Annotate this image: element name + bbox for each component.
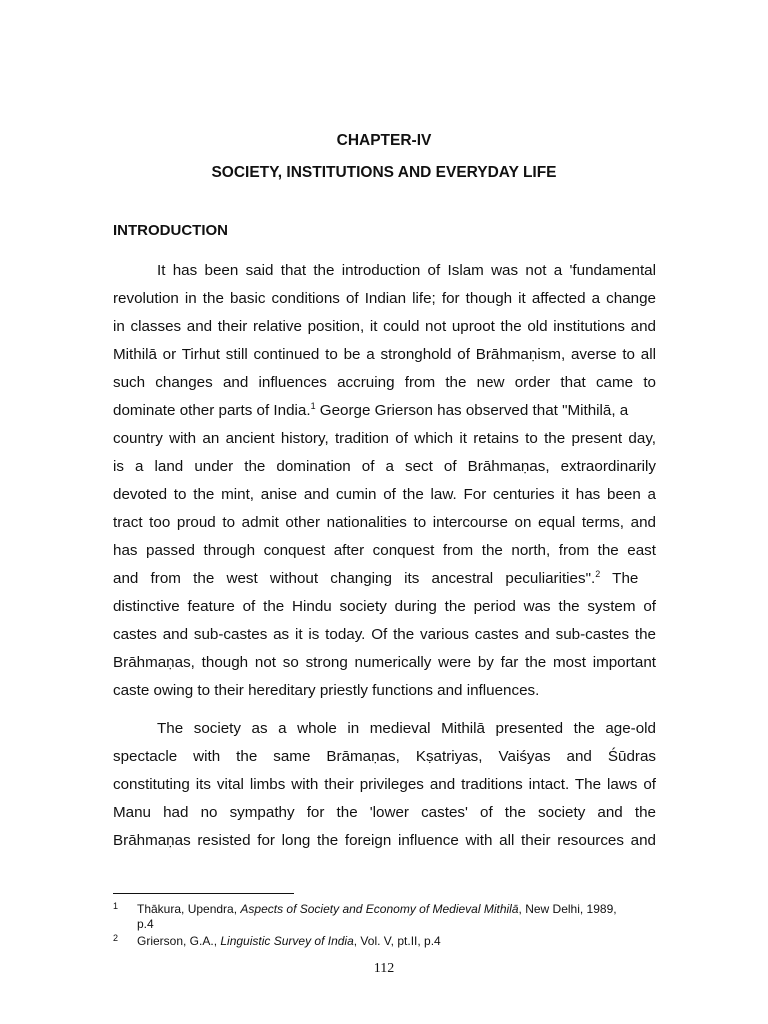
text-line: spectacle with the same Brāmaṇas, Kṣatriyas, Vaiśyas and Śūdras bbox=[113, 748, 656, 765]
footnote-rest: , New Delhi, 1989, bbox=[518, 902, 617, 916]
text-line: The society as a whole in medieval Mithilā presented the age-old bbox=[157, 720, 656, 737]
text-segment: George Grierson has observed that "Mithilā, a bbox=[315, 402, 629, 419]
footnote-ref-2: 2 bbox=[595, 569, 601, 579]
footnote-rule bbox=[113, 893, 294, 894]
text-line: constituting its vital limbs with their privileges and traditions intact. The laws of bbox=[113, 776, 656, 793]
footnote-text bbox=[137, 934, 656, 949]
text-segment: The bbox=[600, 570, 639, 587]
text-line: Brāhmaṇas resisted for long the foreign influence with all their resources and bbox=[113, 832, 656, 849]
text-line: Mithilā or Tirhut still continued to be a stronghold of Brāhmaṇism, averse to all bbox=[113, 346, 656, 363]
text-line: It has been said that the introduction of Islam was not a 'fundamental bbox=[157, 262, 656, 279]
footnote-marker: 2 bbox=[113, 933, 119, 943]
footnote-author: Grierson, G.A., bbox=[137, 934, 221, 948]
text-line: devoted to the mint, anise and cumin of the law. For centuries it has been a bbox=[113, 486, 656, 503]
text-segment: and from the west without changing its ancestral peculiarities". bbox=[113, 570, 596, 587]
section-heading: INTRODUCTION bbox=[113, 222, 228, 239]
text-line: is a land under the domination of a sect of Brāhmaṇas, extraordinarily bbox=[113, 458, 656, 475]
text-line: country with an ancient history, tradition of which it retains to the present day, bbox=[113, 430, 656, 447]
footnote-continuation: p.4 bbox=[137, 917, 154, 931]
chapter-title: SOCIETY, INSTITUTIONS AND EVERYDAY LIFE bbox=[211, 164, 557, 181]
text-line: Brāhmaṇas, though not so strong numerically were by far the most important bbox=[113, 654, 656, 671]
footnote-author: Thākura, Upendra, bbox=[137, 902, 241, 916]
text-line: Manu had no sympathy for the 'lower castes' of the society and the bbox=[113, 804, 656, 821]
chapter-number: CHAPTER-IV bbox=[336, 132, 432, 149]
footnote-ref-1: 1 bbox=[310, 401, 316, 411]
text-line: distinctive feature of the Hindu society during the period was the system of bbox=[113, 598, 656, 615]
footnote-title: Aspects of Society and Economy of Medieval Mithilā bbox=[240, 902, 519, 916]
text-line: tract too proud to admit other nationalities to intercourse on equal terms, and bbox=[113, 514, 656, 531]
footnote-text bbox=[137, 902, 656, 917]
footnote-rest: , Vol. V, pt.II, p.4 bbox=[353, 934, 441, 948]
text-line: in classes and their relative position, it could not uproot the old institutions and bbox=[113, 318, 656, 335]
text-segment: dominate other parts of India. bbox=[113, 402, 311, 419]
text-line: such changes and influences accruing from the new order that came to bbox=[113, 374, 656, 391]
footnote-marker: 1 bbox=[113, 901, 119, 911]
text-line: has passed through conquest after conquest from the north, from the east bbox=[113, 542, 656, 559]
footnote-title: Linguistic Survey of India bbox=[220, 934, 354, 948]
page-number: 112 bbox=[373, 961, 395, 976]
text-line: castes and sub-castes as it is today. Of the various castes and sub-castes the bbox=[113, 626, 656, 643]
text-line bbox=[113, 569, 656, 589]
text-line: revolution in the basic conditions of Indian life; for though it affected a change bbox=[113, 290, 656, 307]
text-line bbox=[113, 401, 656, 421]
text-line: caste owing to their hereditary priestly functions and influences. bbox=[113, 682, 540, 699]
